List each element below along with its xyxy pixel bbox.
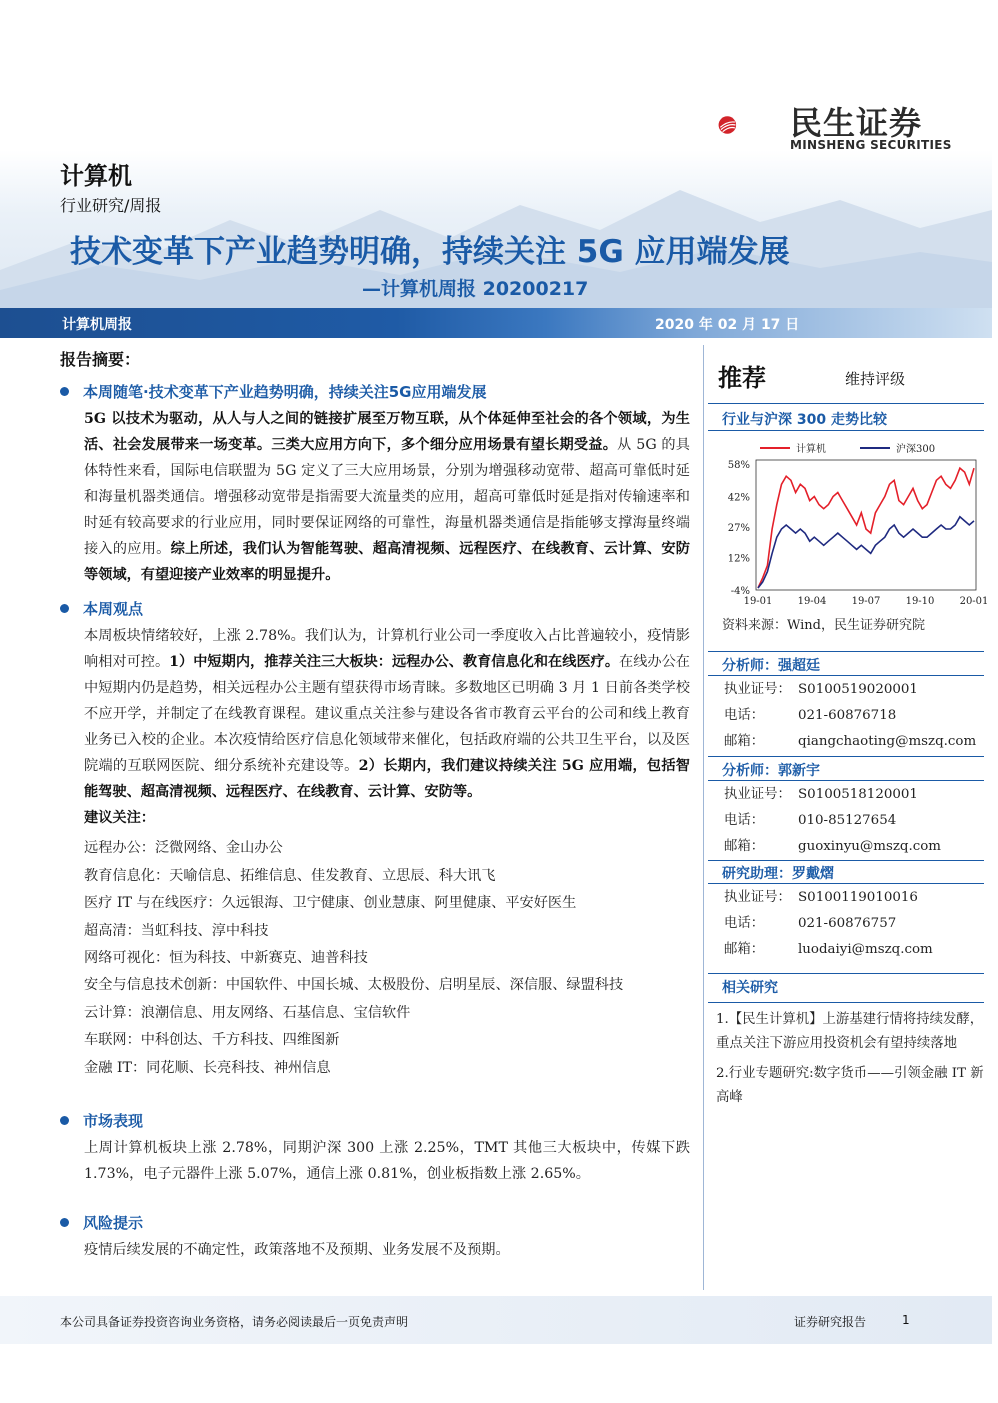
section-market [60,1110,690,1187]
info-row: 执业证号： S0100119010016 [724,890,918,905]
header-bar [0,308,992,338]
section-heading: 本周随笔·技术变革下产业趋势明确，持续关注5G应用端发展 [60,381,690,402]
rec-item: 超高清：当虹科技、淳中科技 [84,922,269,939]
bullet-icon [60,1218,69,1227]
rating: 推荐 [718,364,766,392]
rec-item: 医疗 IT 与在线医疗：久远银海、卫宁健康、创业慧康、阿里健康、平安好医生 [84,895,577,911]
views-paragraph: 本周板块情绪较好，上涨 2.78%。我们认为，计算机行业公司一季度收入占比普遍较小，疫情影响相对可控。1）中短期内，推荐关注三大板块：远程办公、教育信息化和在线医疗。在线办公在中短期内仍是趋势，相关远程办公主题有望获得市场青睐。多数地区已明确 3 月 1 日前各类学校不应开学，并制定了在线教育课程。建议重点关注参与建设各省市教育云平台的公司和线上教育业务已入校的企业。本次疫情给医疗信息化领域带来催化，包括政府端的公共卫生平台，以及医院端的互联网医院、细分系统补充建设等。2）长期内，我们建议持续关注 5G 应用端，包括智能驾驶、超高清视频、远程医疗、在线教育、云计算、安防等。 [84,628,690,800]
info-row: 邮箱： guoxinyu@mszq.com [708,834,984,860]
y-tick-label: 58% [727,460,750,471]
bullet-icon [60,1116,69,1125]
divider [708,756,984,757]
section-views [60,598,690,1082]
divider [708,780,984,781]
chart-source: 资料来源：Wind，民生证券研究院 [722,618,925,633]
column-divider [703,345,704,1290]
section-risk [60,1212,690,1263]
x-tick-label: 19-01 [743,596,773,607]
analyst-title: 分析师：强超廷 [722,658,820,674]
related-list [708,1008,984,1110]
rec-item: 安全与信息技术创新：中国软件、中国长城、太极股份、启明星辰、深信服、绿盟科技 [84,976,624,993]
x-tick-label: 20-01 [959,596,989,607]
legend-label: 沪深300 [896,444,936,455]
x-tick-label: 19-04 [797,596,827,607]
analyst-info [708,677,984,755]
section-heading: 市场表现 [60,1110,690,1131]
divider [708,430,984,431]
divider [708,675,984,676]
divider [708,651,984,652]
industry-label: 计算机 [60,162,132,190]
y-tick-label: 27% [727,523,750,534]
brand-name-en: MINSHENG SECURITIES [790,138,952,152]
info-row: 电话： 021-60876757 [724,916,897,931]
essay-paragraph: 5G 以技术为驱动，从人与人之间的链接扩展至万物互联，从个体延伸至社会的各个领域，为生活、社会发展带来一场变革。三类大应用方向下，多个细分应用场景有望长期受益。从 5G 的具体特性来看，国际电信联盟为 5G 定义了三大应用场景，分别为增强移动宽带、超高可靠低时延和海量机器类通信。增强移动宽带是指需要大流量类的应用，超高可靠低时延是指对传输速率和时延有较高要求的行业应用，同时要保证网络的可靠性，海量机器类通信是指能够支撑海量终端接入的应用。综上所述，我们认为智能驾驶、超高清视频、远程医疗、在线教育、云计算、安防等领域，有望迎接产业效率的明显提升。 [84,411,690,583]
info-row: 邮箱： luodaiyi@mszq.com [708,937,984,963]
y-tick-label: 12% [727,553,750,565]
bullet-icon [60,604,69,613]
analyst-title: 分析师：郭新宇 [722,763,820,779]
rec-item: 金融 IT：同花顺、长亮科技、神州信息 [84,1059,331,1076]
summary-label: 报告摘要： [60,350,141,369]
info-row: 电话： 021-60876718 [724,708,897,723]
y-tick-label: 42% [727,492,750,504]
legend-label: 计算机 [796,444,826,455]
section-heading: 风险提示 [60,1212,690,1233]
divider [708,403,984,404]
chart-title: 行业与沪深 300 走势比较 [722,412,887,428]
divider [708,1002,984,1003]
divider [708,860,984,861]
page-number: 1 [902,1313,910,1327]
related-item[interactable]: 1.【民生计算机】上游基建行情将持续发酵，重点关注下游应用投资机会有望持续落地 [716,1012,984,1051]
report-date: 2020 年 02 月 17 日 [655,317,800,333]
info-row: 执业证号： S0100518120001 [724,787,918,802]
section-essay [60,381,690,588]
report-title: 技术变革下产业趋势明确，持续关注 5G 应用端发展 [70,234,790,270]
email-link[interactable]: qiangchaoting@mszq.com [798,734,977,749]
x-tick-label: 19-07 [851,596,881,607]
x-tick-label: 19-10 [905,596,935,607]
rec-item: 云计算：浪潮信息、用友网络、石基信息、宝信软件 [84,1004,411,1021]
divider [708,883,984,884]
bar-series-name: 计算机周报 [62,317,132,333]
bullet-icon [60,387,69,396]
rec-item: 教育信息化：天喻信息、拓维信息、佳发教育、立思辰、科大讯飞 [84,867,496,884]
email-link[interactable]: guoxinyu@mszq.com [798,839,942,854]
assistant-info [708,885,984,963]
section-heading: 本周观点 [60,598,690,619]
report-subtitle: —计算机周报 20200217 [362,278,589,300]
report-type: 行业研究/周报 [60,196,162,215]
footer-disclaimer: 本公司具备证券投资咨询业务资格，请务必阅读最后一页免责声明 [60,1315,409,1329]
rec-item: 远程办公：泛微网络、金山办公 [84,840,283,856]
email-link[interactable]: luodaiyi@mszq.com [798,942,933,957]
info-row: 电话： 010-85127654 [724,813,897,828]
divider [708,973,984,974]
y-tick-label: -4% [730,586,750,597]
analyst-info [708,782,984,860]
brand-name-cn: 民生证券 [790,104,923,142]
info-row: 邮箱： qiangchaoting@mszq.com [708,729,984,755]
rec-item: 车联网：中科创达、千方科技、四维图新 [84,1032,340,1048]
info-row: 执业证号： S0100519020001 [724,682,918,697]
footer-doc-type: 证券研究报告 [794,1315,867,1329]
rec-label: 建议关注： [84,810,155,826]
rec-item: 网络可视化：恒为科技、中新赛克、迪普科技 [84,950,368,966]
related-title: 相关研究 [722,980,778,996]
assistant-title: 研究助理：罗戴熠 [722,866,834,882]
risk-paragraph: 疫情后续发展的不确定性，政策落地不及预期、业务发展不及预期。 [84,1242,510,1258]
rating-note: 维持评级 [845,370,906,388]
trend-chart [712,434,989,612]
market-paragraph: 上周计算机板块上涨 2.78%，同期沪深 300 上涨 2.25%，TMT 其他三大板块中，传媒下跌 1.73%，电子元器件上涨 5.07%，通信上涨 0.81%，创业板指数上涨 2.65%。 [84,1140,690,1182]
related-item[interactable]: 2.行业专题研究:数字货币——引领金融 IT 新高峰 [716,1066,984,1105]
minsheng-logo-icon [718,90,788,160]
